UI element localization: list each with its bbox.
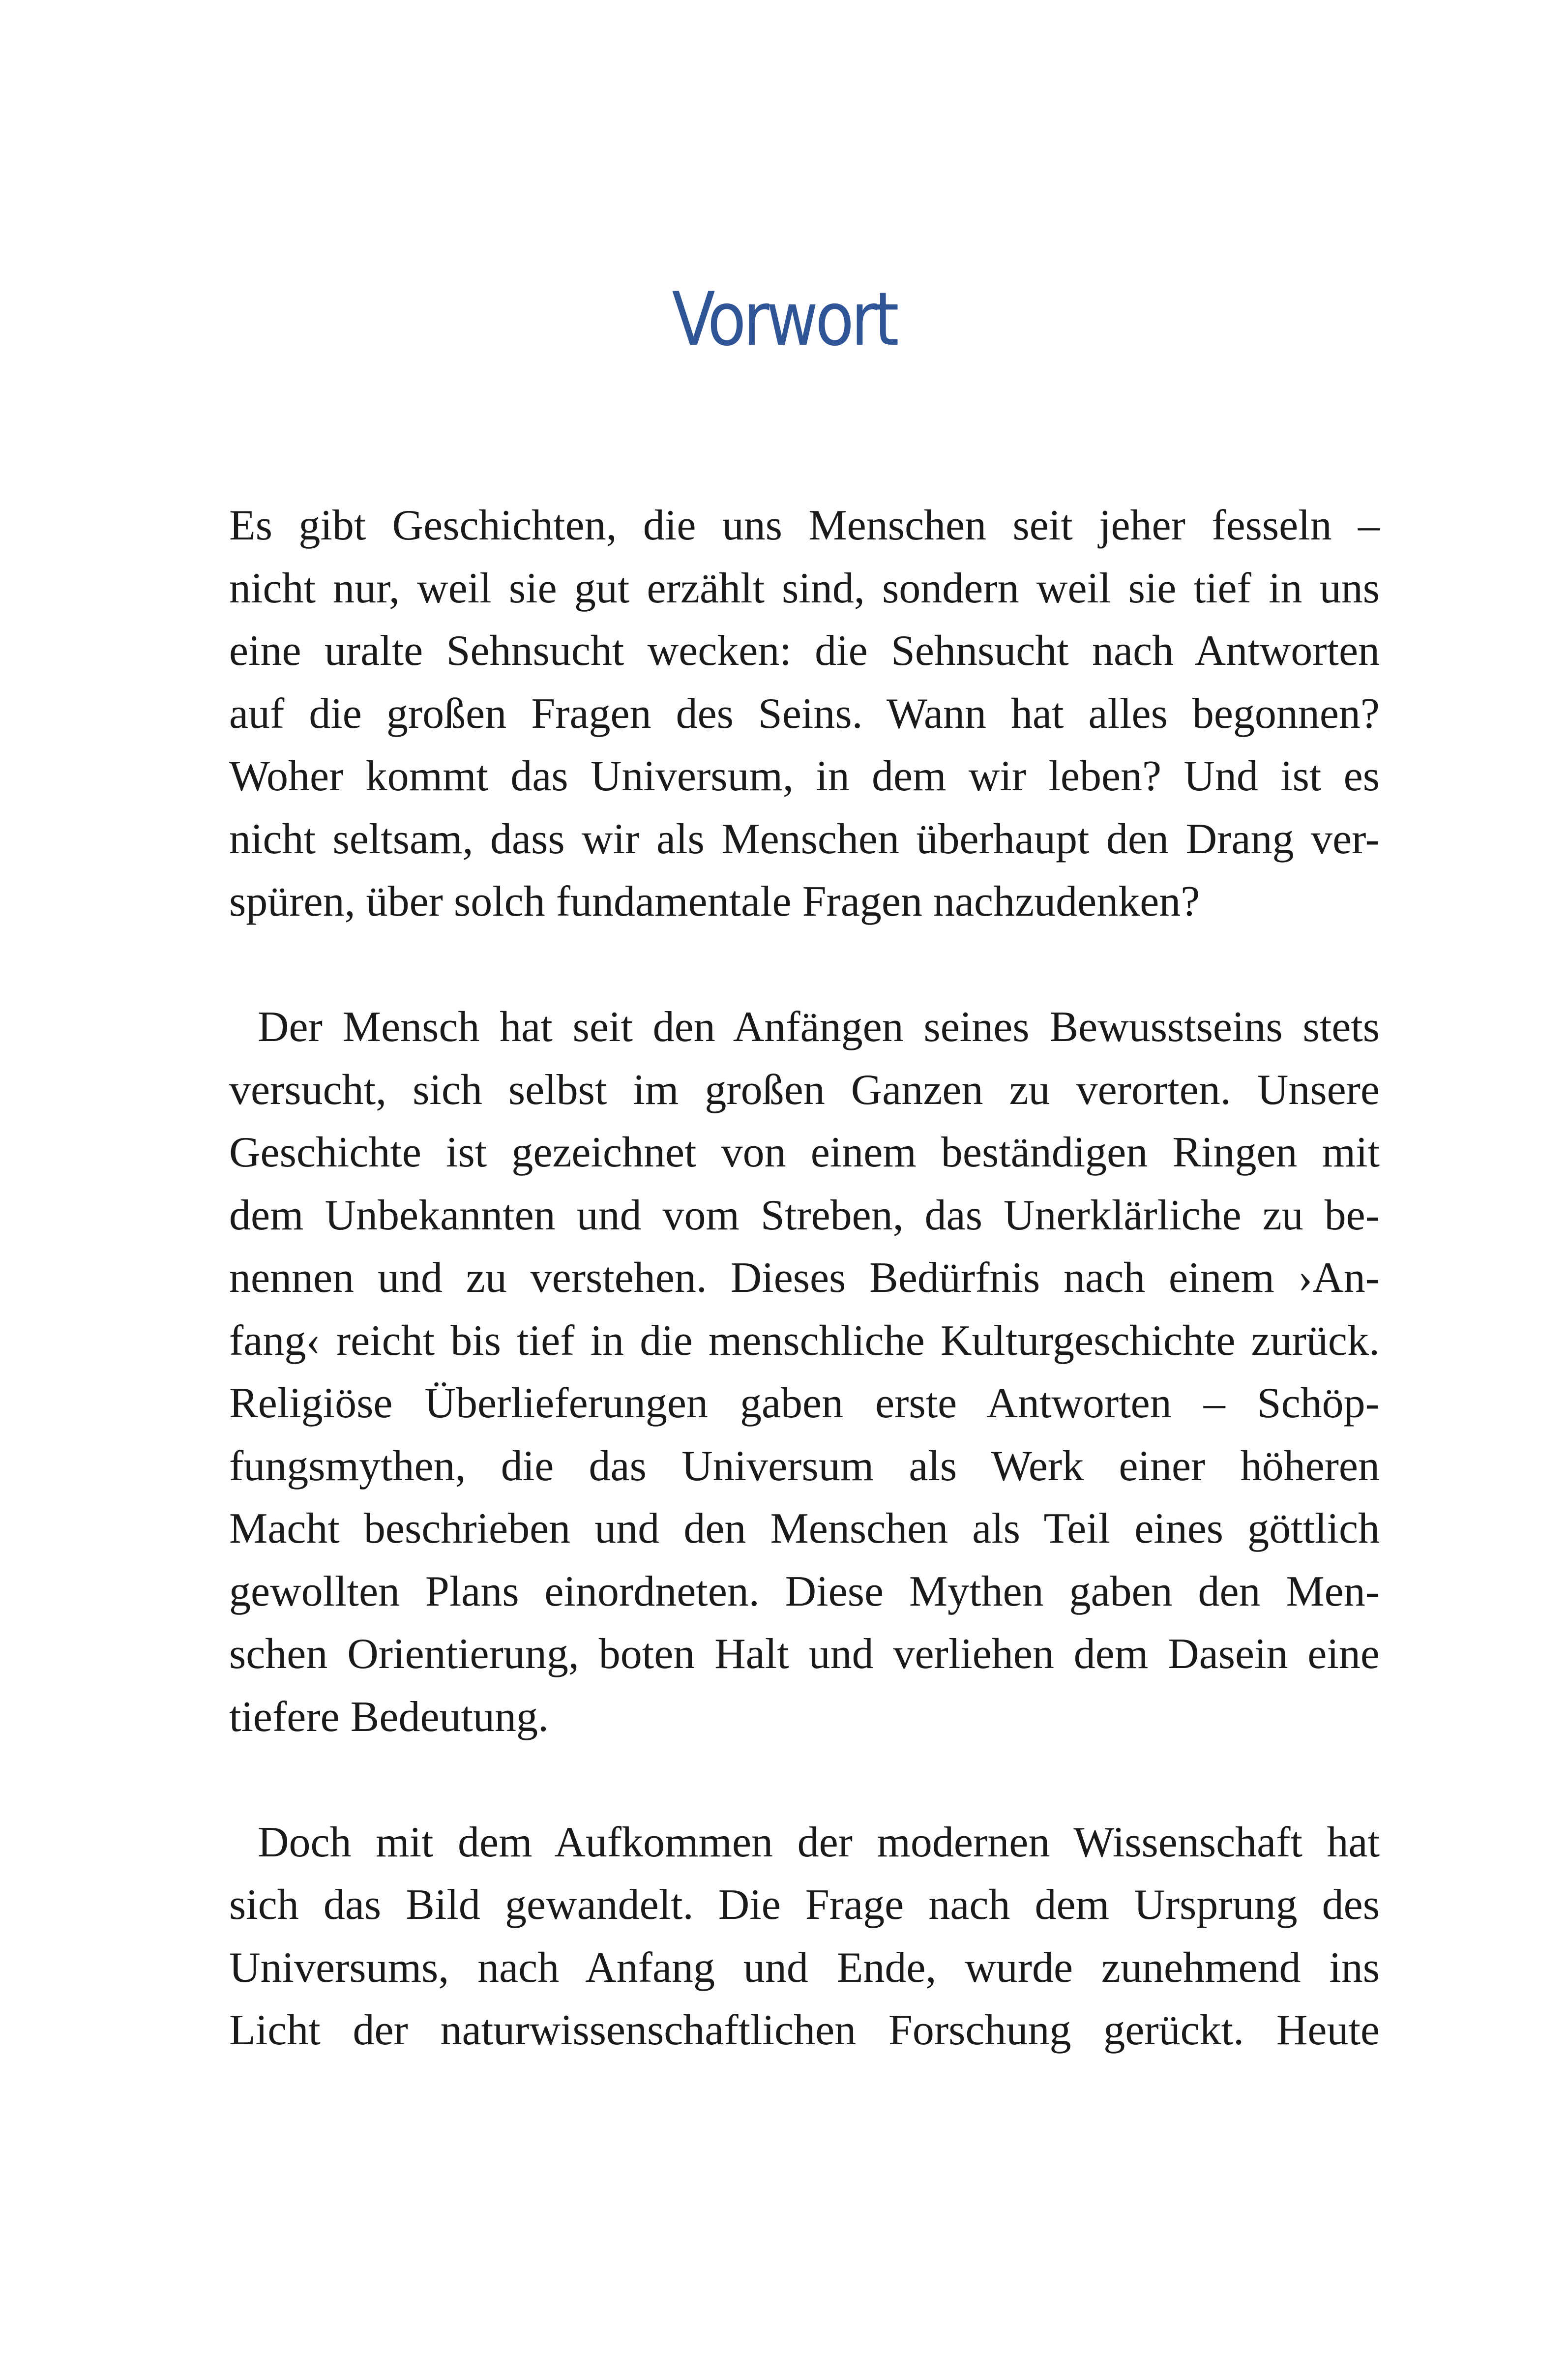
text-line: Doch mit dem Aufkommen der modernen Wissenschaft hat: [258, 1818, 1380, 1866]
text-line: Der Mensch hat seit den Anfängen seines Bewusstseins stets: [258, 1003, 1380, 1051]
text-line: tiefere Bedeutung.: [229, 1693, 549, 1741]
text-line: Es gibt Geschichten, die uns Menschen seit jeher fesseln –: [229, 502, 1380, 549]
text-line: Macht beschrieben und den Menschen als Teil eines göttlich: [229, 1505, 1380, 1552]
paragraph-3: [229, 1811, 1380, 2062]
chapter-title: Vorwort: [672, 277, 896, 362]
text-line: auf die großen Fragen des Seins. Wann hat alles begonnen?: [229, 689, 1380, 738]
text-line: Woher kommt das Universum, in dem wir leben? Und ist es: [229, 752, 1380, 800]
text-line: Licht der naturwissenschaftlichen Forschung gerückt. Heute: [229, 2006, 1380, 2054]
text-line: fungsmythen, die das Universum als Werk einer höheren: [229, 1442, 1380, 1490]
text-line: fang‹ reicht bis tief in die menschliche Kulturgeschichte zurück.: [229, 1316, 1380, 1365]
text-line: nennen und zu verstehen. Dieses Bedürfnis nach einem ›An-: [229, 1254, 1380, 1302]
text-line: eine uralte Sehnsucht wecken: die Sehnsucht nach Antworten: [229, 627, 1380, 675]
text-line: Geschichte ist gezeichnet von einem beständigen Ringen mit: [229, 1129, 1380, 1176]
paragraph-1: [229, 494, 1380, 933]
text-line: schen Orientierung, boten Halt und verliehen dem Dasein eine: [229, 1630, 1380, 1678]
text-line: nicht seltsam, dass wir als Menschen überhaupt den Drang ver-: [229, 815, 1380, 863]
text-line: Religiöse Überlieferungen gaben erste Antworten – Schöp-: [229, 1379, 1380, 1427]
text-line: nicht nur, weil sie gut erzählt sind, sondern weil sie tief in uns: [229, 564, 1380, 612]
text-line: Universums, nach Anfang und Ende, wurde zunehmend ins: [229, 1943, 1380, 1992]
text-line: sich das Bild gewandelt. Die Frage nach dem Ursprung des: [229, 1881, 1380, 1929]
text-line: gewollten Plans einordneten. Diese Mythen gaben den Men-: [229, 1567, 1380, 1615]
paragraph-2: [229, 996, 1380, 1748]
body-text: [229, 494, 1380, 2124]
text-line: dem Unbekannten und vom Streben, das Unerklärliche zu be-: [229, 1191, 1380, 1239]
text-line: spüren, über solch fundamentale Fragen nachzudenken?: [229, 878, 1200, 925]
text-line: versucht, sich selbst im großen Ganzen zu verorten. Unsere: [229, 1066, 1380, 1114]
